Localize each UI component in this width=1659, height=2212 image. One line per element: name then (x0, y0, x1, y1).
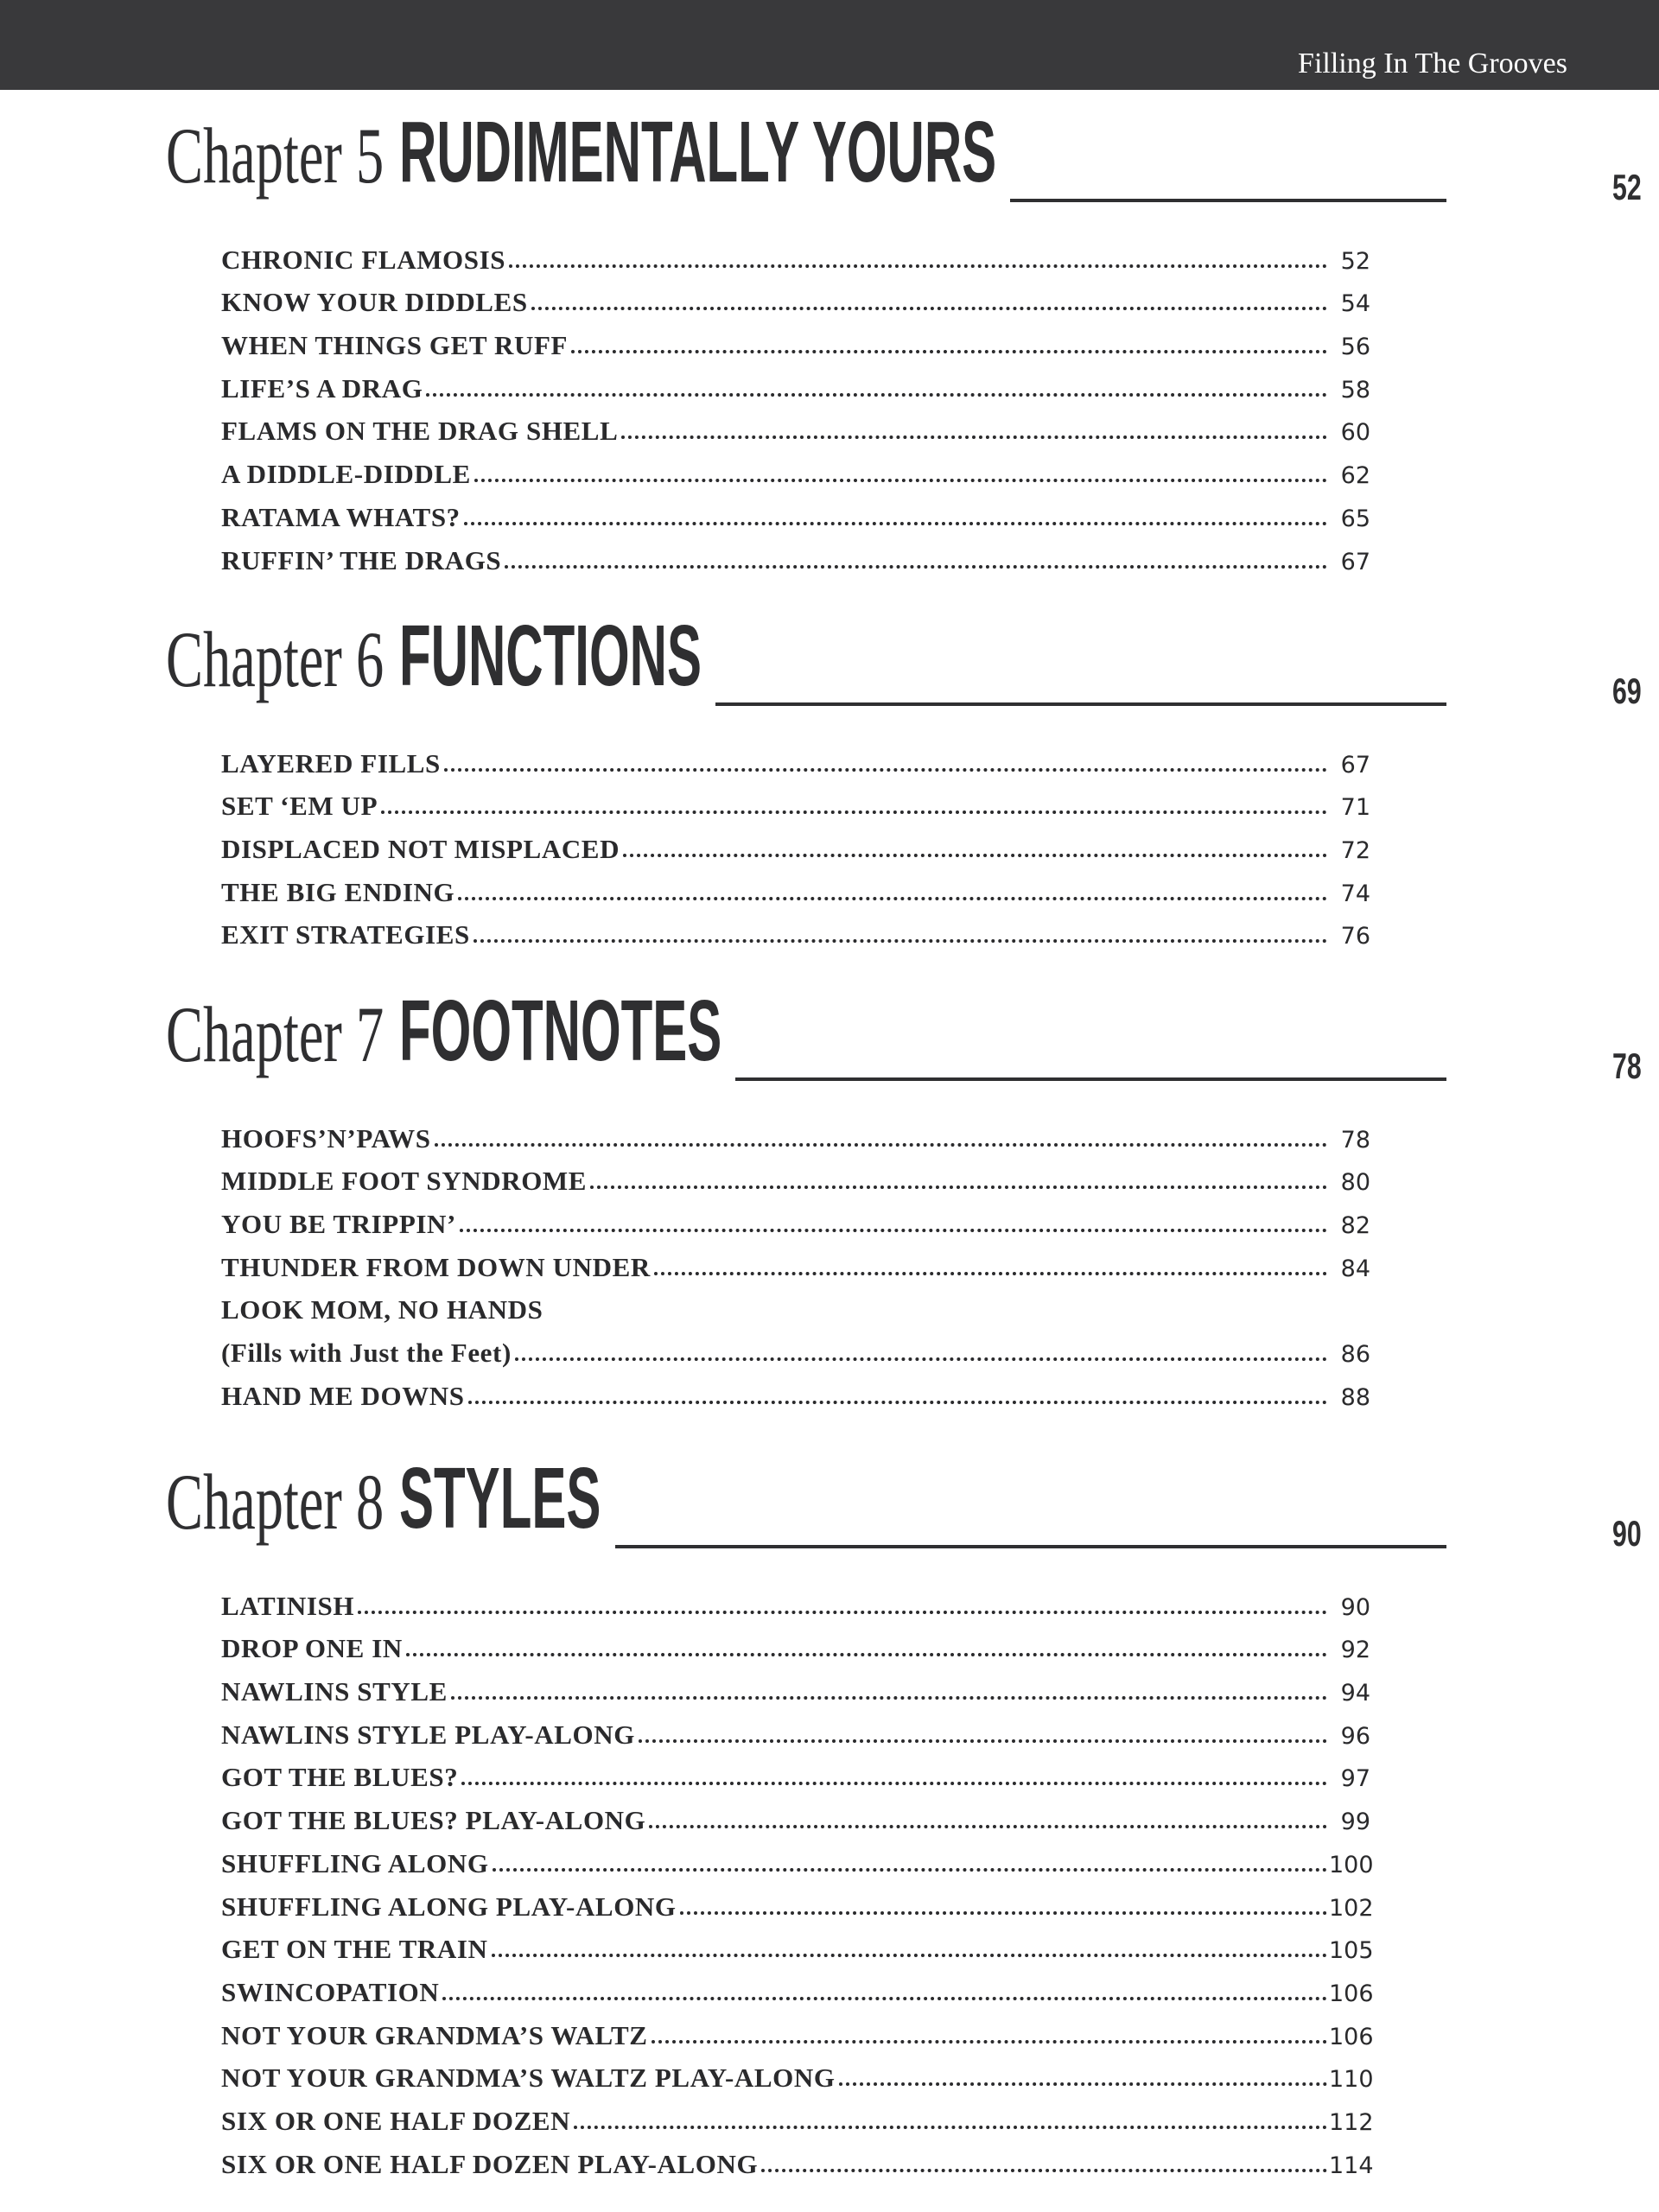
toc-entry[interactable] (221, 1882, 1374, 1925)
entry-title: LOOK MOM, NO HANDS (221, 1294, 543, 1325)
entry-page-number: 102 (1329, 1894, 1374, 1922)
dot-leader (531, 307, 1327, 310)
toc-entry[interactable] (221, 2054, 1374, 2097)
entry-page-number: 56 (1340, 334, 1370, 361)
toc-entry[interactable] (221, 2139, 1374, 2183)
toc-entry[interactable] (221, 493, 1370, 536)
entry-page-number: 58 (1340, 376, 1370, 404)
entry-title: YOU BE TRIPPIN’ (221, 1209, 456, 1240)
dot-leader (461, 1782, 1327, 1785)
dot-leader (451, 1696, 1327, 1700)
entry-title: LAYERED FILLS (221, 747, 441, 779)
toc-entry[interactable] (221, 1371, 1370, 1414)
entry-page-number: 72 (1340, 837, 1370, 865)
entry-page-number: 80 (1340, 1169, 1370, 1197)
toc-entry[interactable] (221, 868, 1370, 911)
chapter-name: FOOTNOTES (399, 982, 722, 1079)
dot-leader (460, 1229, 1327, 1232)
entry-title: GOT THE BLUES? (221, 1762, 459, 1793)
chapter-rule (615, 1545, 1446, 1548)
entry-page-number: 97 (1340, 1765, 1370, 1793)
toc-entry[interactable] (221, 407, 1370, 450)
toc-entry[interactable] (221, 1925, 1374, 1968)
entry-title: FLAMS ON THE DRAG SHELL (221, 416, 619, 447)
entry-title: MIDDLE FOOT SYNDROME (221, 1166, 588, 1197)
entry-title: SIX OR ONE HALF DOZEN (221, 2105, 571, 2136)
entry-page-number: 106 (1329, 1980, 1374, 2007)
entry-page-number: 84 (1340, 1255, 1370, 1282)
entry-title: SHUFFLING ALONG (221, 1847, 489, 1878)
entry-title: RATAMA WHATS? (221, 501, 461, 532)
dot-leader (571, 350, 1327, 353)
entry-title: CHRONIC FLAMOSIS (221, 244, 506, 275)
toc-entry[interactable] (221, 1667, 1370, 1710)
toc-entry[interactable] (221, 2096, 1374, 2139)
chapter-rule (1010, 199, 1446, 202)
dot-leader (839, 2082, 1327, 2086)
entry-title: GOT THE BLUES? PLAY-ALONG (221, 1805, 646, 1836)
chapter-label: Chapter 7 (166, 990, 385, 1078)
dot-leader (474, 939, 1327, 943)
entry-page-number: 60 (1340, 419, 1370, 447)
chapter-page: 78 (1612, 1046, 1642, 1086)
entry-page-number: 110 (1329, 2066, 1374, 2094)
toc-entry[interactable] (221, 1199, 1370, 1243)
entry-page-number: 62 (1340, 462, 1370, 490)
chapter-page: 52 (1612, 167, 1642, 207)
toc-entry[interactable] (221, 1328, 1370, 1371)
entry-page-number: 100 (1329, 1851, 1374, 1878)
entry-page-number: 74 (1340, 880, 1370, 907)
toc-entry[interactable] (221, 1753, 1370, 1796)
dot-leader (574, 2126, 1327, 2129)
chapter-page: 90 (1612, 1513, 1642, 1554)
toc-entry[interactable] (221, 1624, 1370, 1668)
chapter-label: Chapter 6 (166, 615, 385, 703)
chapter-name: STYLES (399, 1450, 601, 1547)
toc-entry[interactable] (221, 1581, 1370, 1624)
entry-title: KNOW YOUR DIDDLES (221, 287, 528, 318)
entry-title: DISPLACED NOT MISPLACED (221, 834, 620, 865)
dot-leader (464, 522, 1327, 525)
dot-leader (652, 2040, 1327, 2044)
toc-entry[interactable] (221, 536, 1370, 579)
dot-leader (381, 810, 1327, 814)
chapter-rule (735, 1077, 1446, 1081)
toc-entry[interactable] (221, 1157, 1370, 1200)
dot-leader (468, 1401, 1327, 1404)
entry-title: DROP ONE IN (221, 1633, 403, 1664)
entry-page-number: 65 (1340, 505, 1370, 532)
toc-entry[interactable] (221, 911, 1370, 954)
entry-page-number: 96 (1340, 1722, 1370, 1750)
header-title: Filling In The Grooves (1298, 48, 1567, 79)
chapter-name: FUNCTIONS (399, 607, 702, 704)
entry-title: EXIT STRATEGIES (221, 919, 470, 950)
entry-title: GET ON THE TRAIN (221, 1934, 488, 1965)
dot-leader (426, 393, 1327, 397)
header-bar (0, 0, 1659, 90)
entry-title: HOOFS’N’PAWS (221, 1122, 431, 1154)
entry-page-number: 114 (1329, 2152, 1374, 2179)
dot-leader (515, 1357, 1327, 1361)
dot-leader (509, 264, 1327, 268)
dot-leader (654, 1272, 1327, 1275)
entry-title: RUFFIN’ THE DRAGS (221, 544, 502, 575)
entry-title: THUNDER FROM DOWN UNDER (221, 1251, 651, 1282)
entry-page-number: 112 (1329, 2108, 1374, 2136)
entry-page-number: 106 (1329, 2023, 1374, 2050)
entry-page-number: 54 (1340, 290, 1370, 318)
toc-entries (221, 739, 1370, 953)
toc-entries (221, 1114, 1370, 1414)
dot-leader (590, 1185, 1327, 1189)
toc-entry[interactable] (221, 1286, 1370, 1329)
dot-leader (649, 1825, 1327, 1828)
dot-leader (621, 435, 1327, 439)
entry-title: SHUFFLING ALONG PLAY-ALONG (221, 1891, 677, 1922)
entry-page-number: 78 (1340, 1126, 1370, 1154)
chapter-label: Chapter 5 (166, 111, 385, 200)
entry-page-number: 105 (1329, 1937, 1374, 1965)
chapter-heading (166, 982, 1659, 1086)
chapter-name: RUDIMENTALLY YOURS (399, 104, 997, 200)
entry-title: SWINCOPATION (221, 1976, 440, 2007)
toc-entries (221, 1581, 1374, 2183)
dot-leader (442, 1997, 1327, 2000)
entry-page-number: 92 (1340, 1637, 1370, 1664)
dot-leader (474, 479, 1327, 482)
entry-title: (Fills with Just the Feet) (221, 1338, 512, 1369)
entry-page-number: 67 (1340, 548, 1370, 575)
toc-entry[interactable] (221, 1796, 1370, 1839)
toc-entry[interactable] (221, 278, 1370, 321)
dot-leader (623, 854, 1327, 857)
entry-page-number: 86 (1340, 1341, 1370, 1369)
toc-entry[interactable] (221, 449, 1370, 493)
entry-page-number: 88 (1340, 1383, 1370, 1411)
toc-entry[interactable] (221, 1243, 1370, 1286)
toc-entry[interactable] (221, 1114, 1370, 1157)
toc-entry[interactable] (221, 364, 1370, 407)
entry-title: LIFE’S A DRAG (221, 372, 423, 404)
entry-page-number: 90 (1340, 1593, 1370, 1621)
dot-leader (444, 768, 1327, 772)
dot-leader (639, 1739, 1327, 1743)
dot-leader (493, 1868, 1327, 1872)
entry-title: NOT YOUR GRANDMA’S WALTZ PLAY-ALONG (221, 2063, 836, 2094)
entry-page-number: 82 (1340, 1212, 1370, 1240)
entry-page-number: 94 (1340, 1680, 1370, 1707)
chapter-heading (166, 104, 1659, 207)
chapter-label: Chapter 8 (166, 1458, 385, 1546)
dot-leader (406, 1653, 1327, 1656)
entry-title: A DIDDLE-DIDDLE (221, 459, 471, 490)
toc-entry[interactable] (221, 1967, 1374, 2011)
dot-leader (505, 565, 1327, 569)
entry-title: LATINISH (221, 1590, 355, 1621)
entry-title: THE BIG ENDING (221, 876, 455, 907)
entry-title: NAWLINS STYLE PLAY-ALONG (221, 1719, 635, 1750)
toc-entry[interactable] (221, 739, 1370, 782)
entry-page-number: 99 (1340, 1808, 1370, 1836)
chapter-page: 69 (1612, 671, 1642, 711)
entry-title: SIX OR ONE HALF DOZEN PLAY-ALONG (221, 2148, 759, 2179)
entry-page-number: 71 (1340, 794, 1370, 822)
entry-title: NOT YOUR GRANDMA’S WALTZ (221, 2019, 648, 2050)
dot-leader (761, 2169, 1327, 2172)
chapter-rule (715, 702, 1446, 706)
toc-entry[interactable] (221, 1710, 1370, 1753)
dot-leader (680, 1911, 1327, 1915)
dot-leader (358, 1611, 1327, 1614)
dot-leader (458, 897, 1327, 900)
entry-page-number: 52 (1340, 247, 1370, 275)
toc-entry[interactable] (221, 235, 1370, 278)
dot-leader (492, 1954, 1327, 1957)
entry-page-number: 76 (1340, 923, 1370, 950)
entry-page-number: 67 (1340, 751, 1370, 779)
toc-entry[interactable] (221, 1839, 1374, 1882)
entry-title: NAWLINS STYLE (221, 1676, 448, 1707)
toc-entry[interactable] (221, 824, 1370, 868)
entry-title: SET ‘EM UP (221, 791, 378, 822)
chapter-heading (166, 1450, 1659, 1554)
toc-entry[interactable] (221, 321, 1370, 364)
toc-entry[interactable] (221, 782, 1370, 825)
chapter-heading (166, 607, 1659, 711)
toc-entries (221, 235, 1370, 579)
entry-title: HAND ME DOWNS (221, 1380, 465, 1411)
dot-leader (435, 1143, 1327, 1147)
entry-title: WHEN THINGS GET RUFF (221, 330, 569, 361)
toc-entry[interactable] (221, 2011, 1374, 2054)
